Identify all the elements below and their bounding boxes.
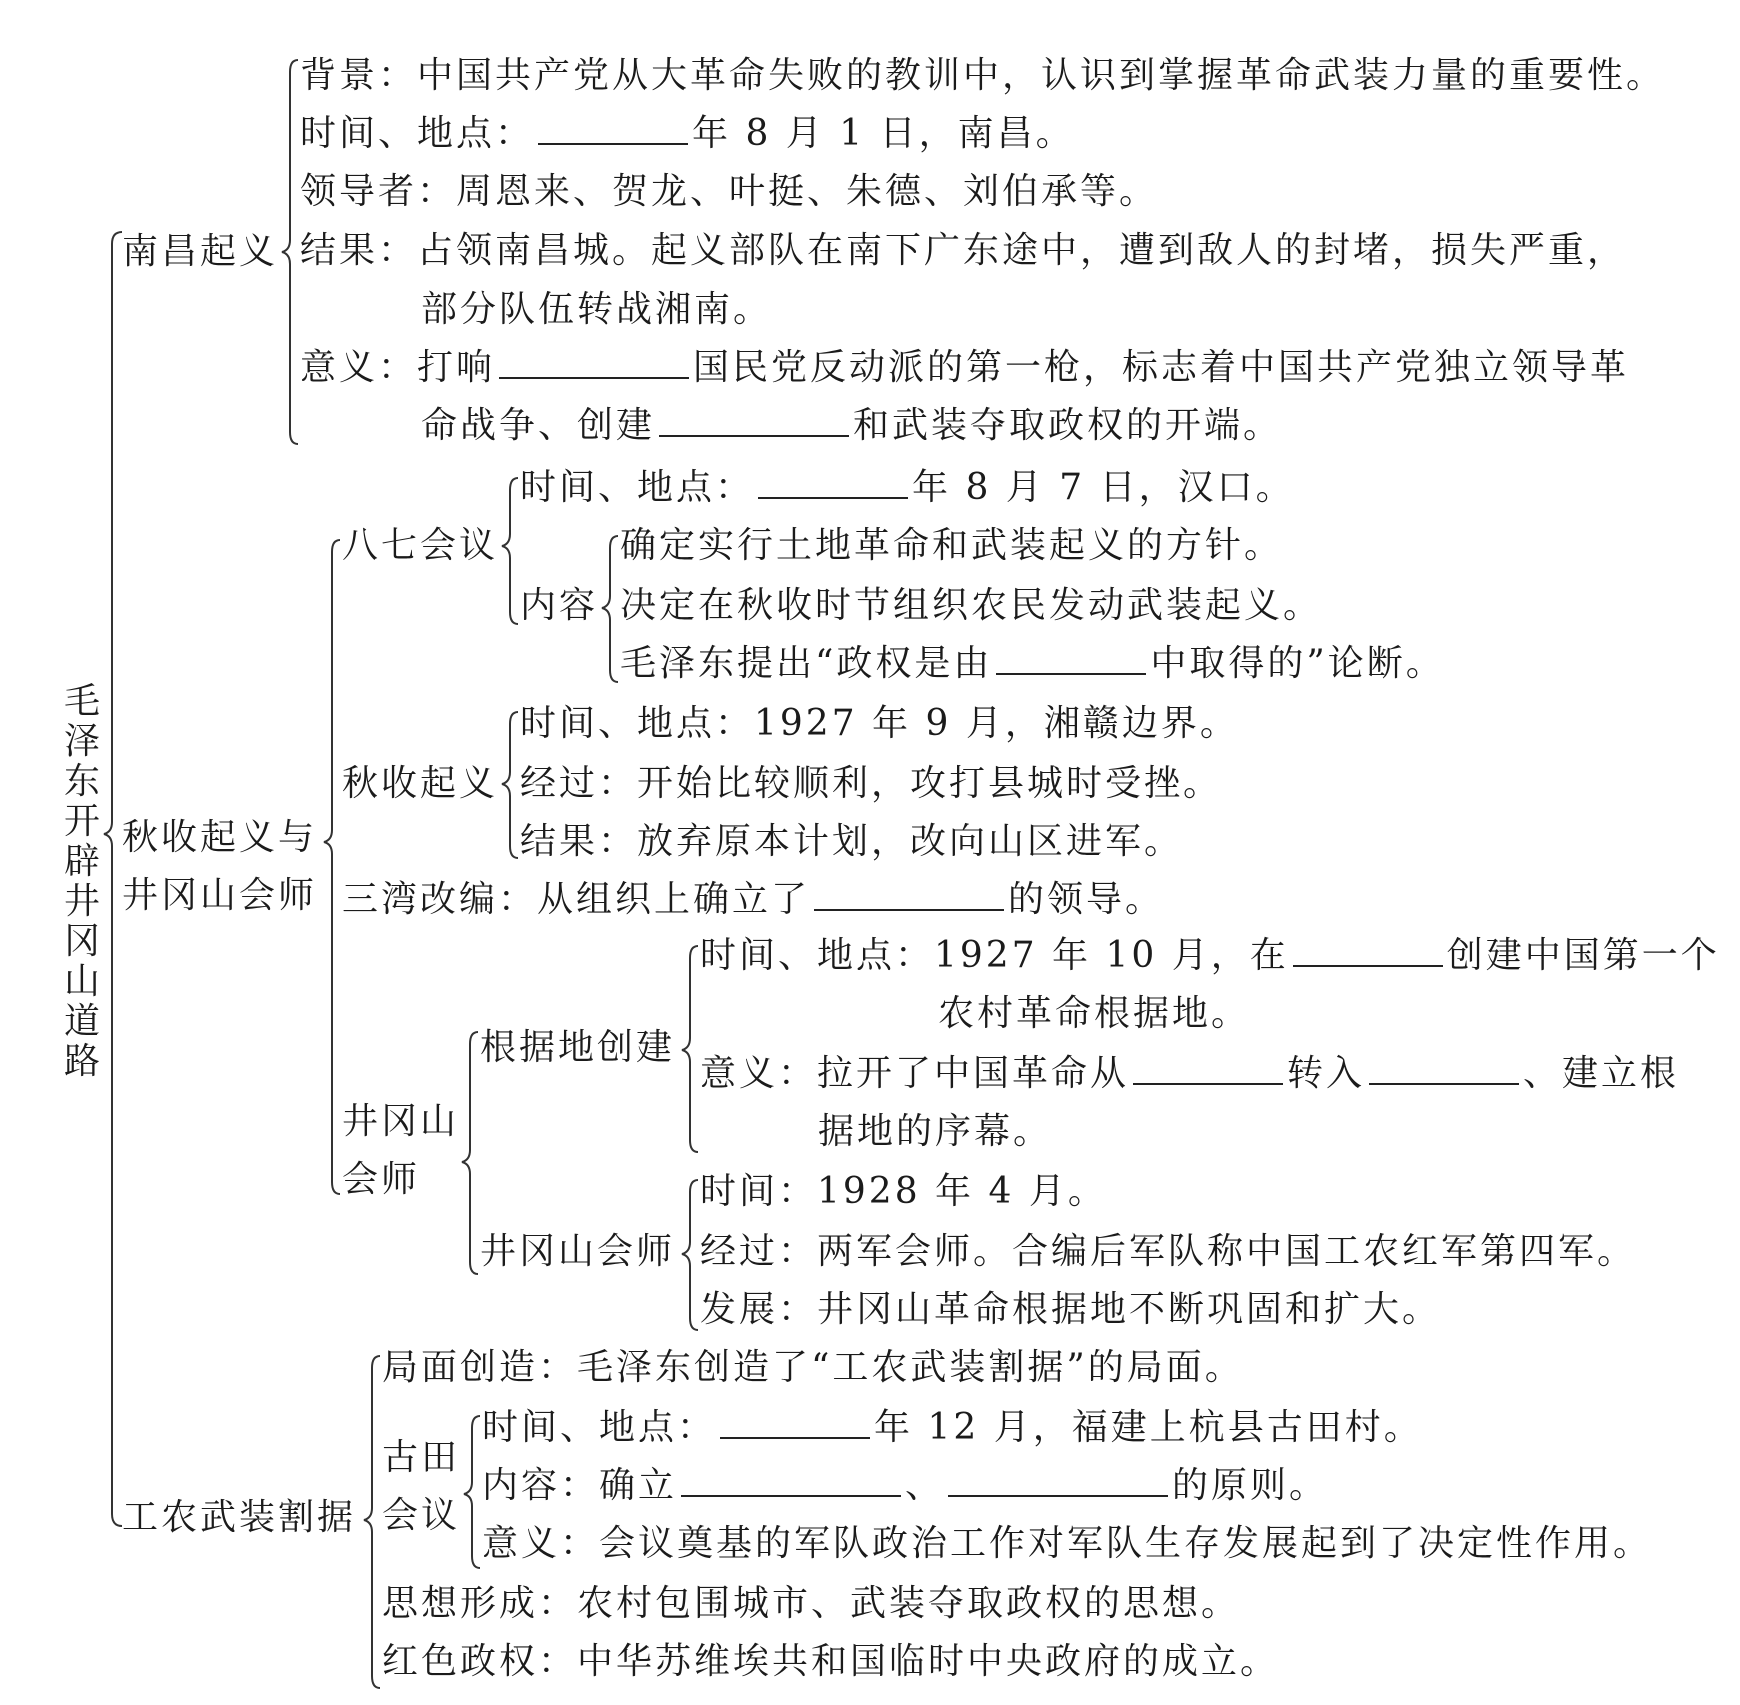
- bg-label: 背景：: [300, 55, 418, 96]
- gutian-title-line1: 古田: [382, 1437, 461, 1478]
- blank-sanwan[interactable]: [814, 879, 1004, 911]
- jumian: 局面创造：毛泽东创造了“工农武装割据”的局面。: [382, 1347, 1244, 1388]
- time-label: 时间、地点：: [300, 113, 535, 154]
- jgs-title-line2: 会师: [342, 1159, 421, 1200]
- qiushou-title: 秋收起义: [342, 763, 499, 804]
- time-after: 年 8 月 1 日，南昌。: [692, 113, 1075, 154]
- gutian-time-pre: 时间、地点：: [482, 1407, 717, 1448]
- gutian-title-line2: 会议: [382, 1495, 461, 1536]
- base-time-line2: 农村革命根据地。: [938, 993, 1251, 1034]
- brace-root: [104, 232, 122, 1526]
- blank-c3[interactable]: [996, 643, 1146, 675]
- baqi-content-2: 决定在秋收时节组织农民发动武装起义。: [620, 585, 1323, 626]
- base-sig-post: 、建立根: [1523, 1053, 1680, 1094]
- meet-time: 时间：1928 年 4 月。: [700, 1171, 1107, 1212]
- nanchang-time: [300, 112, 1075, 156]
- sig-line2-post: 和武装夺取政权的开端。: [853, 405, 1283, 446]
- c3-pre: 毛泽东提出“政权是由: [620, 643, 993, 684]
- blank-year-1[interactable]: [538, 113, 688, 145]
- nanchang-result-line2: 部分队伍转战湘南。: [421, 289, 773, 330]
- base-time-post: 创建中国第一个: [1446, 935, 1720, 976]
- gutian-time: [482, 1406, 1423, 1450]
- sig-line2-pre: 命战争、创建: [421, 405, 656, 446]
- brace-baqi: [502, 478, 518, 624]
- brace-nanchang: [282, 60, 298, 444]
- brace-gutian: [464, 1416, 480, 1568]
- sig-mid: 国民党反动派的第一枪，标志着中国共产党独立领导革: [693, 347, 1630, 388]
- gutian-content: [482, 1464, 1328, 1508]
- bg-text: 中国共产党从大革命失败的教训中，认识到掌握革命武装力量的重要性。: [417, 55, 1666, 96]
- sanwan-post: 的领导。: [1008, 879, 1165, 920]
- meet-title: 井冈山会师: [480, 1231, 676, 1272]
- gutian-time-post: 年 12 月，福建上杭县古田村。: [874, 1407, 1423, 1448]
- result-label: 结果：: [300, 230, 418, 271]
- qiushou-process: 经过：开始比较顺利，攻打县城时受挫。: [520, 763, 1223, 804]
- base-significance: [700, 1052, 1679, 1096]
- jgs-title-line1: 井冈山: [342, 1101, 460, 1142]
- leader-text: 周恩来、贺龙、叶挺、朱德、刘伯承等。: [456, 171, 1159, 212]
- meet-development: 发展：井冈山革命根据地不断巩固和扩大。: [700, 1289, 1442, 1330]
- base-time-pre: 时间、地点：1927 年 10 月，在: [700, 935, 1289, 976]
- gongnong-title: 工农武装割据: [122, 1497, 357, 1538]
- nanchang-title: 南昌起义: [122, 231, 279, 272]
- regime: 红色政权：中华苏维埃共和国临时中央政府的成立。: [382, 1641, 1280, 1682]
- qiushou-result: 结果：放弃原本计划，改向山区进军。: [520, 821, 1184, 862]
- brace-meet: [682, 1180, 698, 1330]
- brace-autumn: [324, 540, 340, 1194]
- blank-principle-1[interactable]: [681, 1465, 901, 1497]
- nanchang-significance: [300, 346, 1629, 390]
- blank-sig-1[interactable]: [499, 347, 689, 379]
- base-sig-pre: 拉开了中国革命从: [817, 1053, 1130, 1094]
- nanchang-background: [300, 54, 1665, 98]
- root-title: 毛泽东开辟井冈山道路: [63, 681, 100, 1082]
- blank-principle-2[interactable]: [948, 1465, 1168, 1497]
- nanchang-significance-line2: [421, 404, 1282, 448]
- base-sig-mid: 转入: [1287, 1053, 1366, 1094]
- thought: 思想形成：农村包围城市、武装夺取政权的思想。: [382, 1583, 1241, 1624]
- result-line1: 占领南昌城。起义部队在南下广东途中，遭到敌人的封堵，损失严重，: [417, 230, 1627, 271]
- gutian-content-mid: 、: [905, 1465, 945, 1506]
- nanchang-result: [300, 229, 1626, 273]
- sanwan: [342, 878, 1164, 922]
- baqi-time: [520, 466, 1295, 510]
- baqi-content-1: 确定实行土地革命和武装起义的方针。: [620, 525, 1284, 566]
- blank-place[interactable]: [1293, 935, 1443, 967]
- blank-sig-2[interactable]: [659, 405, 849, 437]
- blank-to[interactable]: [1369, 1053, 1519, 1085]
- sanwan-pre: 三湾改编：从组织上确立了: [342, 879, 811, 920]
- meet-process: 经过：两军会师。合编后军队称中国工农红军第四军。: [700, 1231, 1637, 1272]
- sig-pre: 打响: [417, 347, 496, 388]
- sig-label: 意义：: [300, 347, 418, 388]
- brace-content: [602, 536, 618, 682]
- base-time: [700, 934, 1720, 978]
- brace-gongnong: [364, 1356, 380, 1688]
- gutian-content-pre: 内容：确立: [482, 1465, 678, 1506]
- autumn-title-line2: 井冈山会师: [122, 875, 318, 916]
- gutian-significance: 意义：会议奠基的军队政治工作对军队生存发展起到了决定性作用。: [482, 1523, 1653, 1564]
- base-title: 根据地创建: [480, 1027, 676, 1068]
- baqi-time-after: 年 8 月 7 日，汉口。: [912, 467, 1295, 508]
- qiushou-time: 时间、地点：1927 年 9 月，湘赣边界。: [520, 703, 1239, 744]
- blank-year-3[interactable]: [720, 1407, 870, 1439]
- gutian-content-post: 的原则。: [1172, 1465, 1329, 1506]
- base-significance-line2: 据地的序幕。: [818, 1111, 1053, 1152]
- baqi-title: 八七会议: [342, 525, 499, 566]
- leader-label: 领导者：: [300, 171, 457, 212]
- baqi-time-label: 时间、地点：: [520, 467, 755, 508]
- nanchang-leader: [300, 170, 1158, 214]
- c3-post: 中取得的”论断。: [1150, 643, 1445, 684]
- base-sig-label: 意义：: [700, 1053, 818, 1094]
- blank-from[interactable]: [1133, 1053, 1283, 1085]
- brace-jgs: [462, 1032, 478, 1274]
- baqi-content-label: 内容: [520, 585, 599, 626]
- blank-year-2[interactable]: [758, 467, 908, 499]
- brace-base: [682, 946, 698, 1152]
- autumn-title-line1: 秋收起义与: [122, 817, 318, 858]
- baqi-content-3: [620, 642, 1445, 686]
- brace-qiushou: [502, 712, 518, 858]
